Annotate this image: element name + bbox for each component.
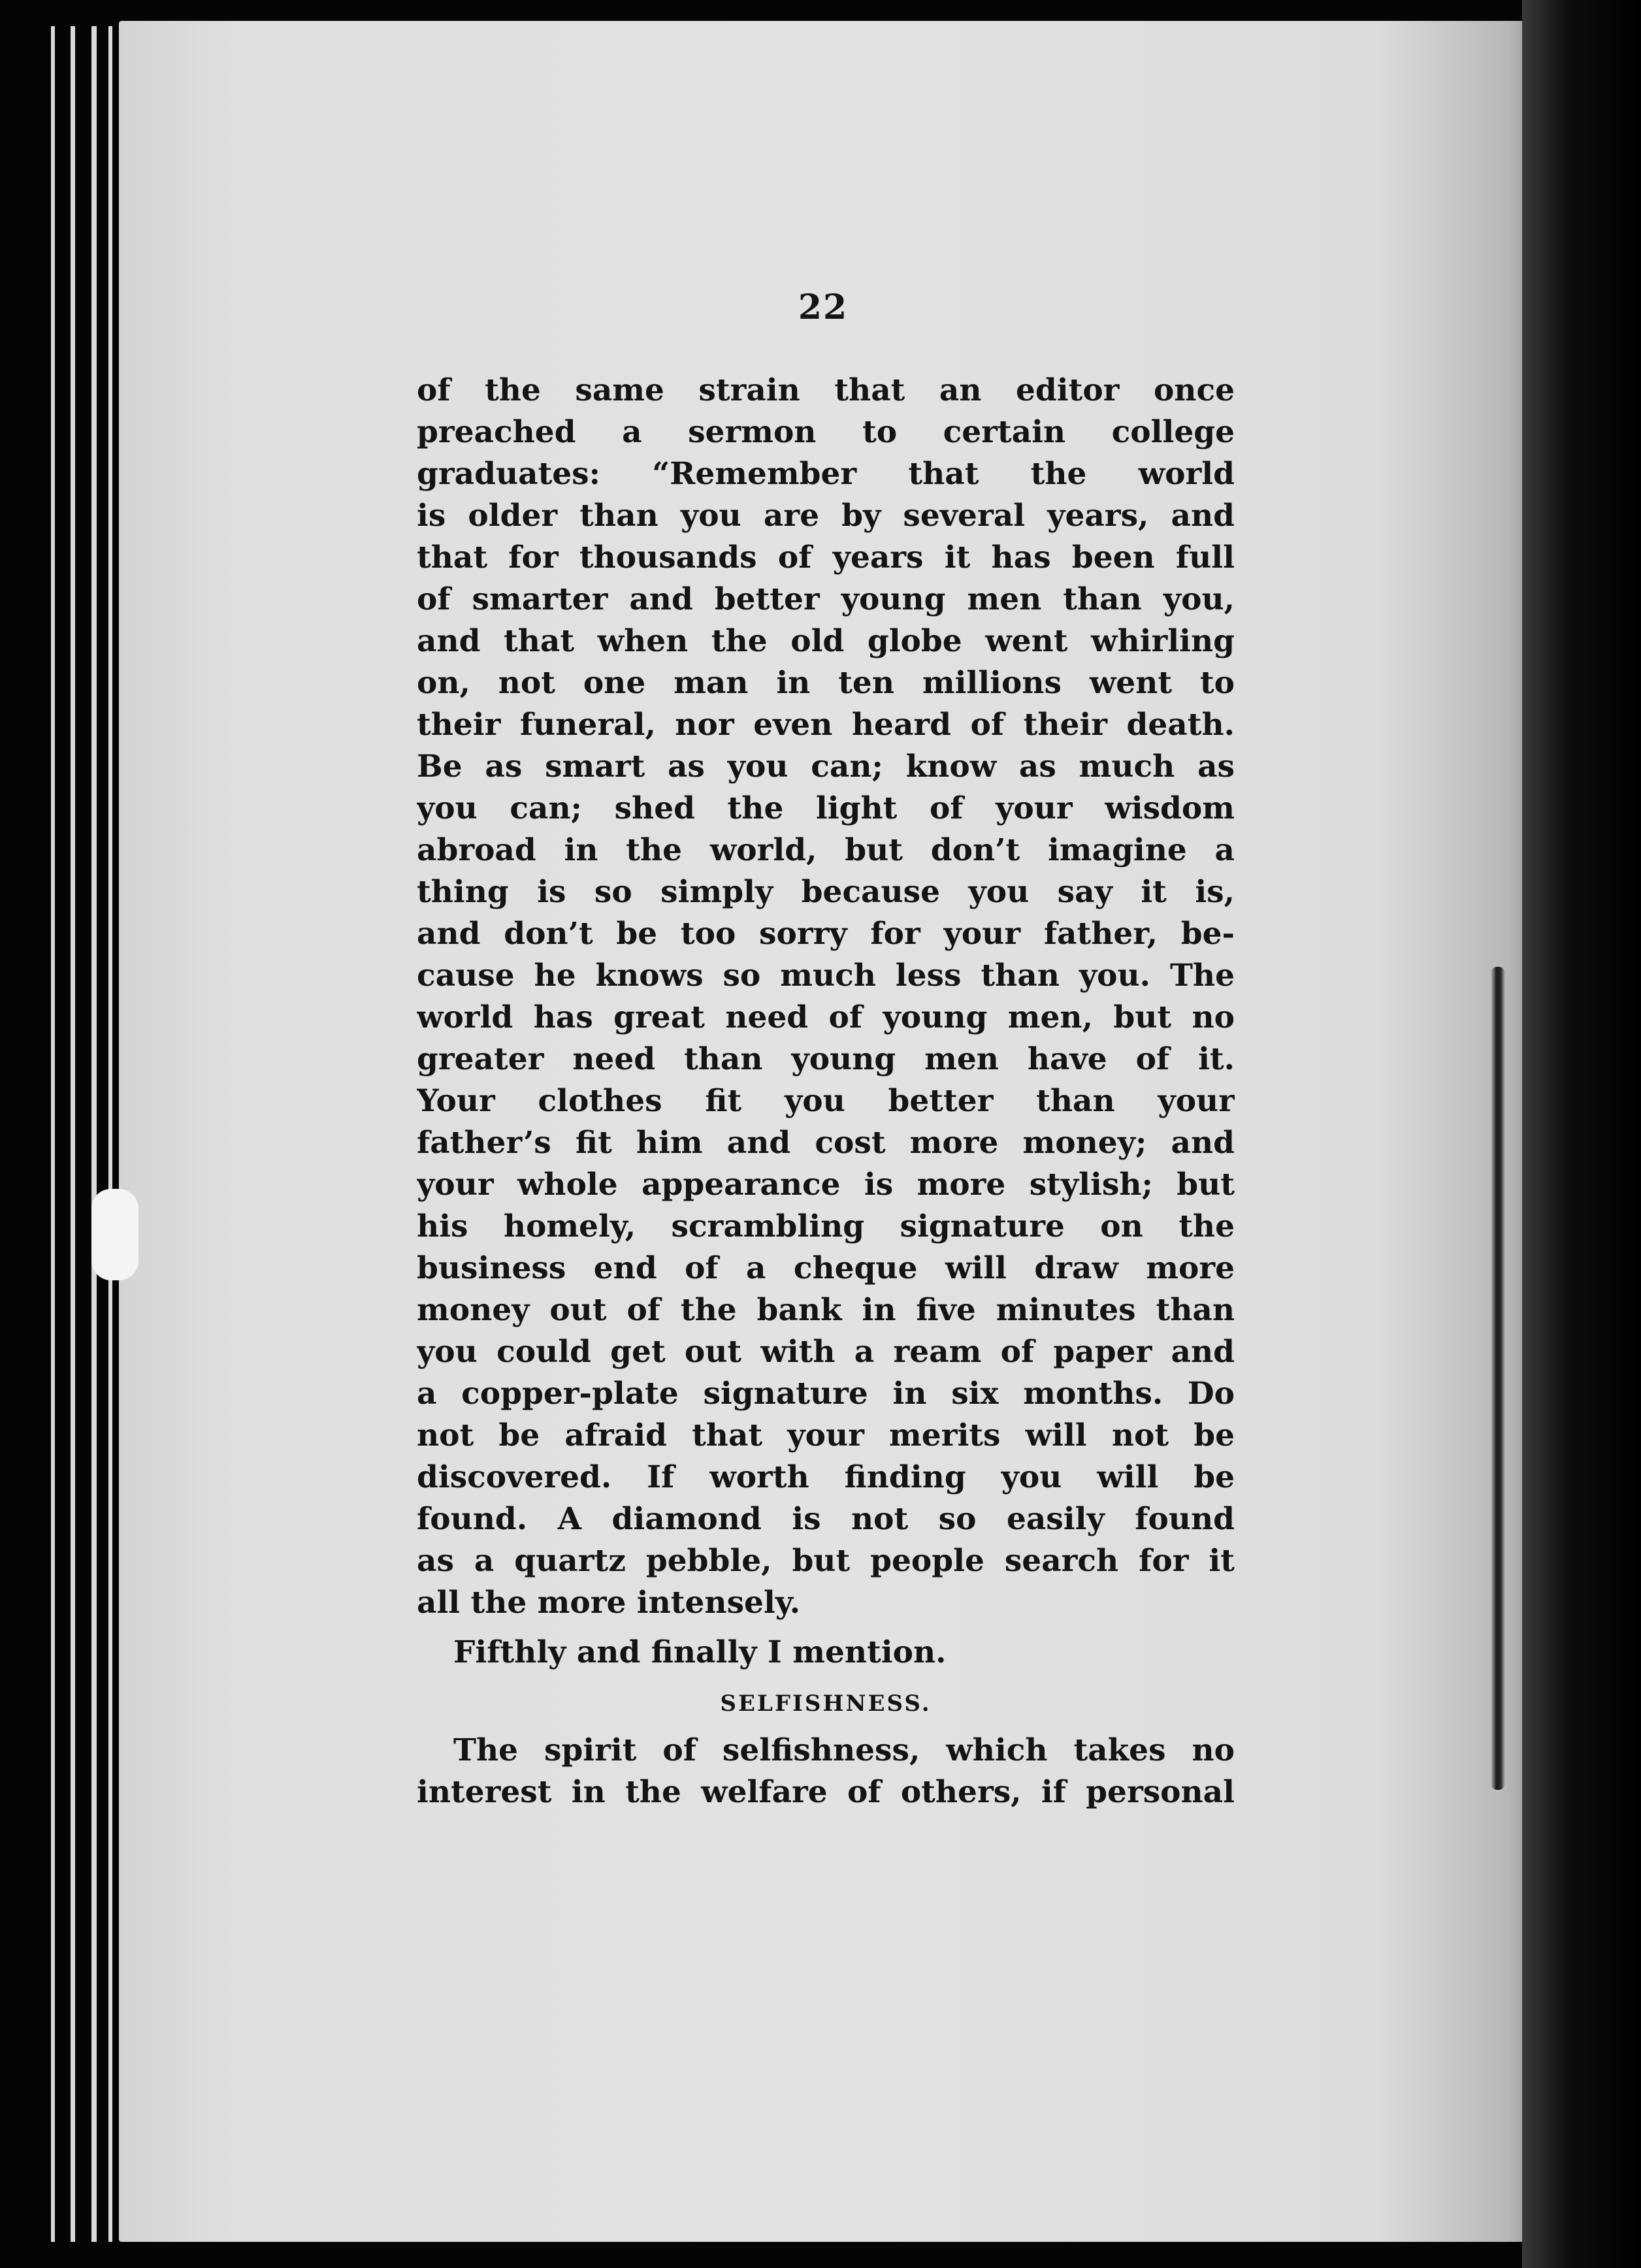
binding-edge-line <box>51 26 55 2242</box>
text-line: as a quartz pebble, but people search for it <box>417 1543 1235 1579</box>
text-line: money out of the bank in five minutes than <box>417 1292 1235 1328</box>
text-line: Your clothes fit you better than your <box>417 1083 1235 1119</box>
text-line: and that when the old globe went whirling <box>417 623 1235 659</box>
text-line: on, not one man in ten millions went to <box>417 665 1235 701</box>
text-line: greater need than young men have of it. <box>417 1041 1235 1077</box>
text-line: thing is so simply because you say it is, <box>417 874 1235 910</box>
text-line: business end of a cheque will draw more <box>417 1250 1235 1286</box>
text-line: his homely, scrambling signature on the <box>417 1208 1235 1244</box>
binding-edge-line <box>71 26 75 2242</box>
binding-edge-line <box>91 26 97 2242</box>
paragraph-fifthly: Fifthly and finally I mention. <box>453 1634 947 1670</box>
section-heading: SELFISHNESS. <box>720 1691 932 1717</box>
margin-stain <box>91 1189 138 1280</box>
text-line: found. A diamond is not so easily found <box>417 1501 1235 1537</box>
body-text <box>417 370 1235 1813</box>
text-line: The spirit of selfishness, which takes no <box>453 1732 1235 1768</box>
text-line: abroad in the world, but don’t imagine a <box>417 832 1235 868</box>
text-line: you could get out with a ream of paper and <box>417 1334 1235 1370</box>
text-line: a copper-plate signature in six months. Do <box>417 1376 1235 1412</box>
text-line: Be as smart as you can; know as much as <box>417 749 1235 785</box>
text-line: discovered. If worth finding you will be <box>417 1459 1235 1495</box>
text-line: and don’t be too sorry for your father, be- <box>417 916 1235 952</box>
text-line: not be afraid that your merits will not be <box>417 1418 1235 1453</box>
page-crease <box>1491 967 1505 1790</box>
text-line: that for thousands of years it has been full <box>417 540 1235 575</box>
text-line: preached a sermon to certain college <box>417 414 1235 450</box>
text-line: their funeral, nor even heard of their death. <box>417 707 1235 743</box>
text-line: you can; shed the light of your wisdom <box>417 790 1235 826</box>
text-line: father’s fit him and cost more money; and <box>417 1125 1235 1161</box>
paragraph-remember <box>417 370 1235 1624</box>
text-line: all the more intensely. <box>417 1585 801 1621</box>
text-line: your whole appearance is more stylish; but <box>417 1167 1235 1203</box>
paragraph-selfishness <box>417 1730 1235 1813</box>
text-line: graduates: “Remember that the world <box>417 456 1235 492</box>
text-line: cause he knows so much less than you. The <box>417 958 1235 994</box>
text-line: world has great need of young men, but no <box>417 999 1235 1035</box>
dark-right-margin <box>1522 0 1641 2268</box>
text-line: of the same strain that an editor once <box>417 372 1235 408</box>
text-line: is older than you are by several years, and <box>417 498 1235 534</box>
text-line: interest in the welfare of others, if personal <box>417 1774 1235 1810</box>
binding-edge-line <box>108 26 112 2242</box>
page-number: 22 <box>798 287 849 327</box>
text-line: of smarter and better young men than you, <box>417 581 1235 617</box>
